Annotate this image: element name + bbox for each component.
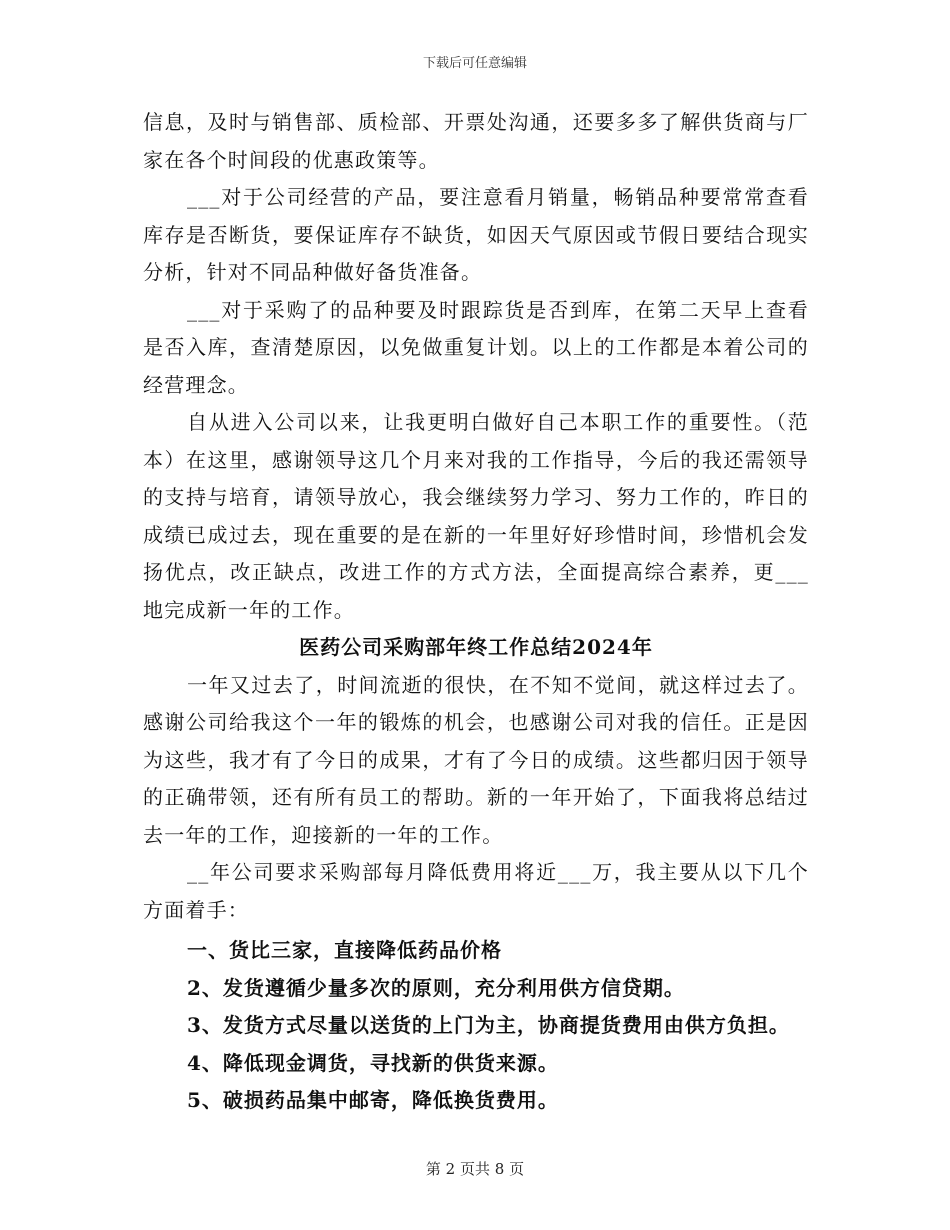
list-item: 5、破损药品集中邮寄，降低换货费用。 bbox=[187, 1088, 559, 1112]
paragraph-4: 自从进入公司以来，让我更明白做好自己本职工作的重要性。（范本）在这里，感谢领导这几个月来对我的工作指导，今后的我还需领导的支持与培育，请领导放心，我会继续努力学习、努力工作的，昨日的成绩已成过去，现在重要的是在新的一年里好好珍惜时间，珍惜机会发扬优点，改正缺点，改进工作的方式方法，全面提高综合素养，更___地完成新一年的工作。 bbox=[143, 410, 809, 622]
section-title: 医药公司采购部年终工作总结2024年 bbox=[299, 635, 653, 659]
section-paragraph-2: __年公司要求采购部每月降低费用将近___万，我主要从以下几个方面着手： bbox=[143, 860, 809, 922]
list-item: 一、货比三家，直接降低药品价格 bbox=[187, 938, 502, 962]
list-item: 3、发货方式尽量以送货的上门为主，协商提货费用由供方负担。 bbox=[187, 1013, 790, 1037]
section-paragraph-1: 一年又过去了，时间流逝的很快，在不知不觉间，就这样过去了。感谢公司给我这个一年的锻炼的机会，也感谢公司对我的信任。正是因为这些，我才有了今日的成果，才有了今日的成绩。这些都归因于领导的正确带领，还有所有员工的帮助。新的一年开始了，下面我将总结过去一年的工作，迎接新的一年的工作。 bbox=[143, 672, 809, 847]
paragraph-1: 信息，及时与销售部、质检部、开票处沟通，还要多多了解供货商与厂家在各个时间段的优惠政策等。 bbox=[143, 110, 809, 172]
page-footer: 第 2 页共 8 页 bbox=[425, 1160, 525, 1178]
document-body bbox=[143, 104, 809, 1120]
list-item: 2、发货遵循少量多次的原则，充分利用供方信贷期。 bbox=[187, 975, 685, 1000]
paragraph-3: ___对于采购了的品种要及时跟踪货是否到库，在第二天早上查看是否入库，查清楚原因，以免做重复计划。以上的工作都是本着公司的经营理念。 bbox=[143, 297, 809, 397]
measures-list bbox=[143, 932, 809, 1120]
list-item: 4、降低现金调货，寻找新的供货来源。 bbox=[187, 1050, 559, 1075]
paragraph-2: ___对于公司经营的产品，要注意看月销量，畅销品种要常常查看库存是否断货，要保证库存不缺货，如因天气原因或节假日要结合现实分析，针对不同品种做好备货准备。 bbox=[143, 185, 809, 284]
page-header: 下载后可任意编辑 bbox=[422, 56, 527, 71]
